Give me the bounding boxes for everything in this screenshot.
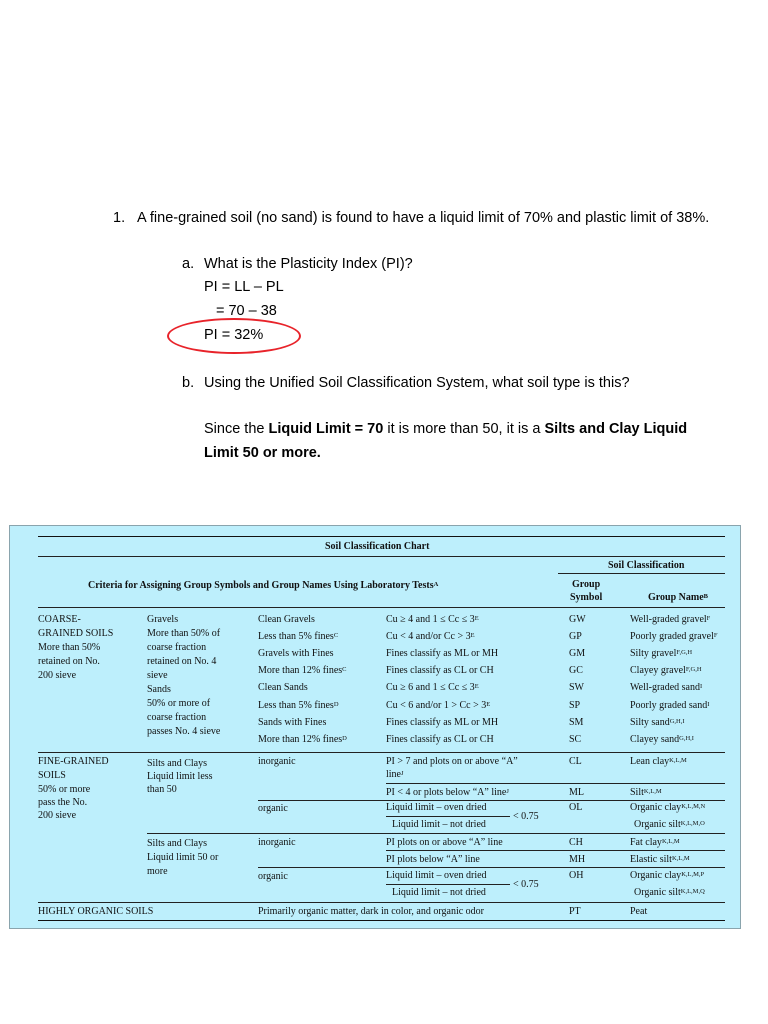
ch-name: Fat clay$^{K,L,M}$ [630, 837, 680, 848]
group-name: Well-graded gravel$^F$ [630, 614, 711, 625]
rule [38, 752, 725, 753]
gravels-4: retained on No. 4 [147, 656, 217, 667]
gradation-criteria: Fines classify as CL or CH [386, 665, 494, 677]
pt-name: Peat [630, 906, 648, 917]
question-number: 1. [113, 210, 126, 226]
oh-symbol: OH [569, 870, 584, 881]
ol-name-1: Organic clay$^{K,L,M,N}$ [630, 802, 706, 813]
silts-less-2: Liquid limit less [147, 771, 213, 782]
gravels-3: coarse fraction [147, 642, 207, 653]
gravels-2: More than 50% of [147, 628, 221, 639]
group-name: Clayey gravel$^{F,G,H}$ [630, 665, 702, 677]
highly-organic-soils: HIGHLY ORGANIC SOILS [38, 906, 154, 917]
fine-3: 50% or more [38, 784, 91, 795]
mh-symbol: MH [569, 854, 586, 865]
coarse-4: retained on No. [38, 656, 100, 667]
coarse-5: 200 sieve [38, 670, 77, 681]
gradation-criteria: Cu ≥ 4 and $1 \le Cc \le 3^E$ [386, 614, 479, 625]
inorganic-1: inorganic [258, 756, 296, 767]
silts-less-1: Silts and Clays [147, 758, 208, 769]
sands-3: coarse fraction [147, 712, 207, 723]
group-name: Silty sand$^{G,H,I}$ [630, 716, 685, 728]
group-symbol: GW [569, 614, 586, 625]
rule [38, 536, 725, 537]
rule [38, 556, 725, 557]
ml-name: Silt$^{K,L,M}$ [630, 787, 662, 798]
fine-5: 200 sieve [38, 810, 77, 821]
part-a-label: a. [182, 256, 195, 272]
oh-criteria-2: Liquid limit – not dried [392, 887, 486, 898]
ml-symbol: ML [569, 787, 584, 798]
oh-ratio: < 0.75 [513, 879, 539, 890]
silts-more-3: more [147, 866, 168, 877]
rule [38, 902, 725, 903]
coarse-2: GRAINED SOILS [38, 628, 114, 639]
group-name: Silty gravel$^{F,G,H}$ [630, 648, 693, 660]
pi-result: PI = 32% [204, 327, 264, 343]
group-symbol: SM [569, 716, 584, 728]
fine-1: FINE-GRAINED [38, 756, 109, 767]
sands-4: passes No. 4 sieve [147, 726, 221, 737]
group-symbol-header-2: Symbol [570, 592, 603, 603]
ol-criteria-1: Liquid limit – oven dried [386, 802, 487, 813]
ch-symbol: CH [569, 837, 583, 848]
question-text: A fine-grained soil (no sand) is found to have a liquid limit of 70% and plastic limit of 38%. [137, 210, 710, 226]
answer-highlight-circle [167, 318, 301, 354]
soil-classification-header: Soil Classification [608, 560, 685, 571]
group-name: Well-graded sand$^I$ [630, 682, 703, 694]
criteria-header: Criteria for Assigning Group Symbols and Group Names Using Laboratory Tests$^A$ [88, 580, 439, 591]
ml-criteria: PI < 4 or plots below “A” line$^J$ [386, 787, 509, 798]
gravels-5: sieve [147, 670, 168, 681]
ol-name-2: Organic silt$^{K,L,M,O}$ [634, 819, 705, 830]
gradation-criteria: Cu ≥ 6 and $1 \le Cc \le 3^E$ [386, 682, 479, 694]
fine-2: SOILS [38, 770, 66, 781]
cl-name: Lean clay$^{K,L,M}$ [630, 756, 687, 767]
rule [258, 867, 725, 868]
cl-symbol: CL [569, 756, 582, 767]
part-b-answer-line1: Since the Liquid Limit = 70 it is more than 50, it is a Silts and Clay Liquid [204, 421, 688, 437]
cl-criteria-2: line$^J$ [386, 769, 404, 780]
pi-substitution: = 70 – 38 [216, 303, 277, 319]
mh-criteria: PI plots below “A” line [386, 854, 480, 865]
rule [38, 607, 725, 608]
group-symbol: GM [569, 648, 586, 660]
fines-criteria: Clean Gravels [258, 614, 315, 625]
gradation-criteria: Fines classify as CL or CH [386, 733, 494, 745]
inorganic-2: inorganic [258, 837, 296, 848]
group-symbol-header-1: Group [572, 579, 601, 590]
group-name: Poorly graded gravel$^F$ [630, 631, 718, 643]
silts-more-2: Liquid limit 50 or [147, 852, 219, 863]
pt-criteria: Primarily organic matter, dark in color, and organic odor [258, 906, 484, 917]
oh-criteria-1: Liquid limit – oven dried [386, 870, 487, 881]
sands-2: 50% or more of [147, 698, 211, 709]
pi-formula: PI = LL – PL [204, 279, 284, 295]
organic-2: organic [258, 871, 288, 882]
ch-criteria: PI plots on or above “A” line [386, 837, 503, 848]
part-b-answer-line2: Limit 50 or more. [204, 445, 321, 461]
ol-symbol: OL [569, 802, 583, 813]
gradation-criteria: Fines classify as ML or MH [386, 648, 499, 660]
soil-classification-chart [9, 525, 741, 929]
fraction-line [386, 884, 510, 885]
ol-ratio: < 0.75 [513, 811, 539, 822]
fines-criteria: Less than 5% fines$^C$ [258, 631, 339, 643]
part-b-text: Using the Unified Soil Classification System, what soil type is this? [204, 375, 630, 391]
group-symbol: GC [569, 665, 583, 677]
group-symbol: SW [569, 682, 584, 694]
rule [386, 850, 725, 851]
fines-criteria: More than 12% fines$^D$ [258, 733, 347, 745]
rule [38, 920, 725, 921]
coarse-1: COARSE- [38, 614, 81, 625]
cl-criteria-1: PI > 7 and plots on or above “A” [386, 756, 518, 767]
coarse-3: More than 50% [38, 642, 101, 653]
silts-more-1: Silts and Clays [147, 838, 208, 849]
fine-4: pass the No. [38, 797, 88, 808]
oh-name-2: Organic silt$^{K,L,M,Q}$ [634, 887, 705, 898]
chart-title: Soil Classification Chart [325, 541, 430, 552]
group-symbol: SC [569, 733, 582, 745]
gravels-1: Gravels [147, 614, 179, 625]
group-symbol: GP [569, 631, 582, 643]
gradation-criteria: Cu < 6 and/or $1 > Cc > 3^E$ [386, 699, 491, 711]
group-name-header: Group Name$^B$ [648, 592, 708, 603]
part-b-label: b. [182, 375, 195, 391]
group-name: Clayey sand$^{G,H,I}$ [630, 733, 694, 745]
organic-1: organic [258, 803, 288, 814]
oh-name-1: Organic clay$^{K,L,M,P}$ [630, 870, 705, 881]
rule [147, 833, 725, 834]
mh-name: Elastic silt$^{K,L,M}$ [630, 854, 690, 865]
gradation-criteria: Fines classify as ML or MH [386, 716, 499, 728]
fines-criteria: Less than 5% fines$^D$ [258, 699, 339, 711]
fines-criteria: Gravels with Fines [258, 648, 334, 660]
pt-symbol: PT [569, 906, 581, 917]
rule [386, 783, 725, 784]
ol-criteria-2: Liquid limit – not dried [392, 819, 486, 830]
rule [258, 800, 725, 801]
sands-1: Sands [147, 684, 171, 695]
fines-criteria: Sands with Fines [258, 716, 327, 728]
part-a-text: What is the Plasticity Index (PI)? [204, 256, 413, 272]
fines-criteria: Clean Sands [258, 682, 308, 694]
fines-criteria: More than 12% fines$^C$ [258, 665, 347, 677]
group-name: Poorly graded sand$^I$ [630, 699, 710, 711]
rule [558, 573, 725, 574]
group-symbol: SP [569, 699, 581, 711]
silts-less-3: than 50 [147, 784, 177, 795]
gradation-criteria: Cu < 4 and/or $Cc > 3^E$ [386, 631, 475, 643]
fraction-line [386, 816, 510, 817]
